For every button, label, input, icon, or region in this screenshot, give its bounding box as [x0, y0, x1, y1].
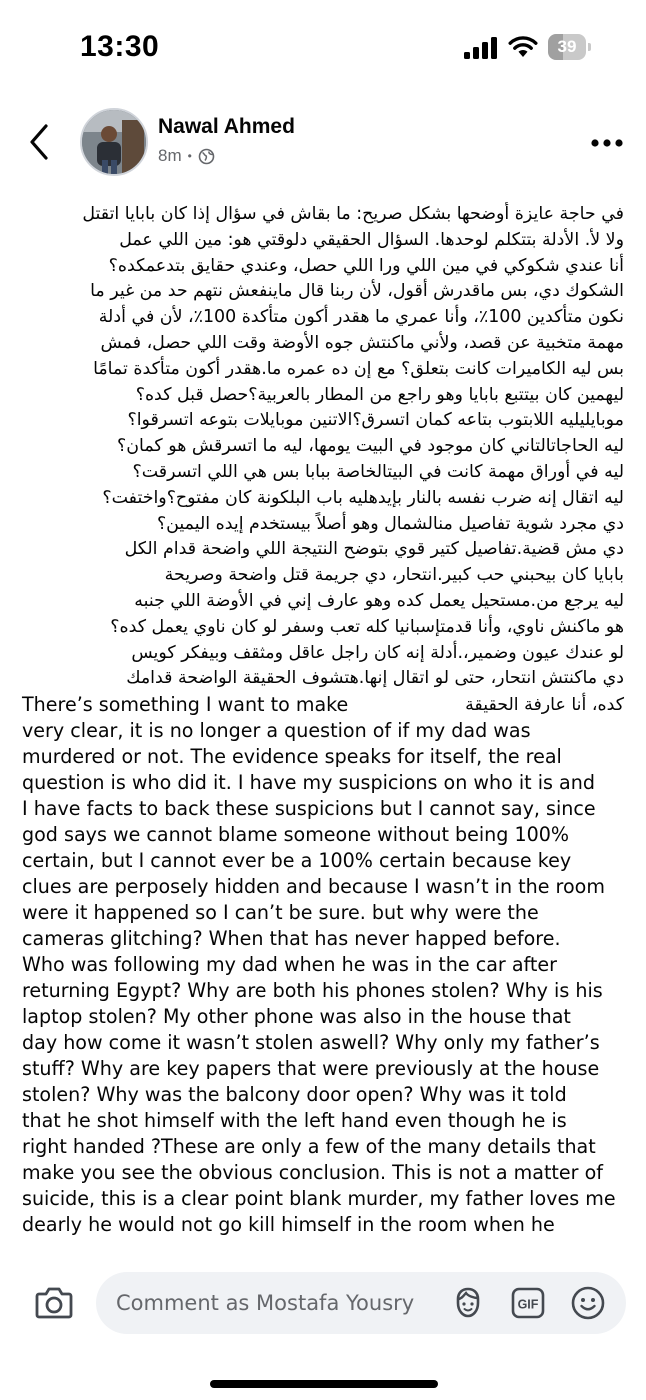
gif-icon[interactable]	[510, 1285, 546, 1321]
post-text-line: مهمة متخبية عن قصد، ولأني ماكنتش جوه الأوضة وقت اللي حصل، فمش	[100, 332, 624, 353]
status-bar	[0, 0, 646, 96]
post-mixed-line	[20, 692, 626, 718]
post-text-line: ليه في أوراق مهمة كانت في البيتالخاصة ببابا بس هي اللي اتسرقت؟	[132, 461, 624, 482]
post-text-line: لو عندك عيون وضمير،.أدلة إنه كان راجل عاقل ومثقف وبيفكر كويس	[131, 642, 624, 663]
cellular-signal-icon	[464, 37, 498, 59]
author-name[interactable]: Nawal Ahmed	[158, 115, 295, 138]
post-text-line: make you see the obvious conclusion. This is not a matter of	[22, 1161, 603, 1185]
post-text-line: موبايليليه اللابتوب بتاعه كمان اتسرق؟الاتنين موبايلات بتوعه اتسرقوا؟	[127, 410, 624, 431]
globe-icon	[198, 148, 215, 165]
post-text-line: Who was following my dad when he was in the car after	[22, 953, 558, 977]
gif-label: GIF	[517, 1297, 539, 1312]
post-text-line: هو ماكنش ناوي، وأنا قدمتإسبانيا كله تعب وسفر لو كان ناوي يعمل كده؟	[110, 616, 624, 637]
camera-icon[interactable]	[34, 1284, 74, 1320]
post-text-line: stolen? Why was the balcony door open? Why was it told	[22, 1083, 567, 1107]
post-text-line: stuff? Why are key papers that were previously at the house	[22, 1057, 600, 1081]
post-text-line: ليهمين كان بيتتبع بابايا وهو راجع من المطار بالعربية؟حصل قبل كده؟	[135, 384, 624, 405]
meta-separator-dot: •	[187, 149, 192, 163]
post-text-line: أنا عندي شكوكي في مين اللي ورا اللي حصل، وعندي حقايق بتدعمكده؟	[108, 255, 624, 276]
post-text-line: دي مش قضية.تفاصيل كتير قوي بتوضح النتيجة اللي واضحة قدام الكل	[124, 539, 624, 560]
post-text-line: that he shot himself with the left hand even though he is	[22, 1109, 567, 1133]
author-avatar[interactable]	[80, 108, 148, 176]
battery-percentage: 39	[557, 37, 577, 56]
post-text-line: dearly he would not go kill himself in the room when he	[22, 1213, 555, 1237]
chevron-left-icon[interactable]	[26, 122, 52, 162]
post-meta	[158, 146, 215, 166]
post-text-line: دي ماكنتش انتحار، حتى لو اتقال إنها.هتشوف الحقيقة الواضحة قدامك	[126, 668, 624, 689]
post-header	[0, 100, 646, 190]
post-text-line: بابايا كان بيحبني حب كبير.انتحار، دي جريمة قتل واضحة وصريحة	[164, 565, 624, 586]
comment-placeholder: Comment as Mostafa Yousry	[116, 1291, 415, 1315]
status-time: 13:30	[80, 30, 160, 63]
post-text-line: returning Egypt? Why are both his phones stolen? Why is his	[22, 979, 603, 1003]
post-text-line: god says we cannot blame someone without being 100%	[22, 823, 570, 847]
post-text-line: certain, but I cannot ever be a 100% certain because key	[22, 849, 572, 873]
comment-input[interactable]	[96, 1272, 626, 1334]
post-text-line: ليه الحاجاتالتاني كان موجود في البيت يومها، ليه ما اتسرقش هو كمان؟	[117, 436, 624, 457]
post-text-line: clues are perposely hidden and because I wasn’t in the room	[22, 875, 605, 899]
wifi-icon	[508, 35, 538, 59]
post-text-line: ليه يرجع من.مستحيل يعمل كده وهو عارف إني في الأوضة اللي جنبه	[134, 590, 624, 611]
post-body	[20, 202, 626, 1260]
post-time[interactable]: 8m	[158, 146, 182, 165]
post-text-line: في حاجة عايزة أوضحها بشكل صريح: ما بقاش في سؤال إذا كان بابايا اتقتل	[82, 204, 624, 224]
post-text-line: very clear, it is no longer a question of if my dad was	[22, 719, 531, 743]
post-text-line: right handed ?These are only a few of the many details that	[22, 1135, 596, 1159]
mixed-line-arabic: كده، أنا عارفة الحقيقة	[465, 695, 624, 716]
battery-indicator	[548, 34, 592, 60]
emoji-icon[interactable]	[570, 1285, 606, 1321]
post-text-line: murdered or not. The evidence speaks for itself, the real	[22, 745, 562, 769]
post-text-line: laptop stolen? My other phone was also in the house that	[22, 1005, 571, 1029]
post-text-line: بس ليه الكاميرات كانت بتعلق؟ مع إن ده عمره ما.هقدر أكون متأكدة تمامًا	[93, 358, 624, 379]
post-text-line: were it happened so I can’t be sure. but why were the	[22, 901, 539, 925]
post-text-line: day how come it wasn’t stolen aswell? Why only my father’s	[22, 1031, 600, 1055]
post-text-line: question is who did it. I have my suspicions on who it is and	[22, 771, 595, 795]
post-text-line: ولا لأ. الأدلة بتتكلم لوحدها. السؤال الحقيقي دلوقتي هو: مين اللي عمل	[119, 229, 624, 250]
comment-composer	[0, 1262, 646, 1400]
mixed-line-english: There’s something I want to make	[22, 693, 349, 717]
post-text-line: الشكوك دي، بس ماقدرش أقول، لأن ربنا قال ماينفعش نتهم حد من غير ما	[90, 281, 624, 302]
post-text-line: I have facts to back these suspicions but I cannot say, since	[22, 797, 596, 821]
post-english-text	[20, 718, 626, 1238]
more-horizontal-icon[interactable]	[590, 138, 624, 148]
post-arabic-text	[20, 202, 626, 692]
post-text-line: دي مجرد شوية تفاصيل منالشمال وهو أصلاً بيستخدم إيده اليمين؟	[156, 513, 624, 534]
post-text-line: نكون متأكدين 100٪، وأنا عمري ما هقدر أكون متأكدة 100٪، لأن في أدلة	[98, 307, 624, 328]
avatar-sticker-icon[interactable]	[450, 1285, 486, 1321]
post-text-line: cameras glitching? When that has never happed before.	[22, 927, 561, 951]
home-indicator[interactable]	[210, 1380, 438, 1388]
post-text-line: suicide, this is a clear point blank murder, my father loves me	[22, 1187, 616, 1211]
post-text-line: ليه اتقال إنه ضرب نفسه بالنار بإيدهليه باب البلكونة كان مفتوح؟واختفت؟	[102, 487, 624, 508]
